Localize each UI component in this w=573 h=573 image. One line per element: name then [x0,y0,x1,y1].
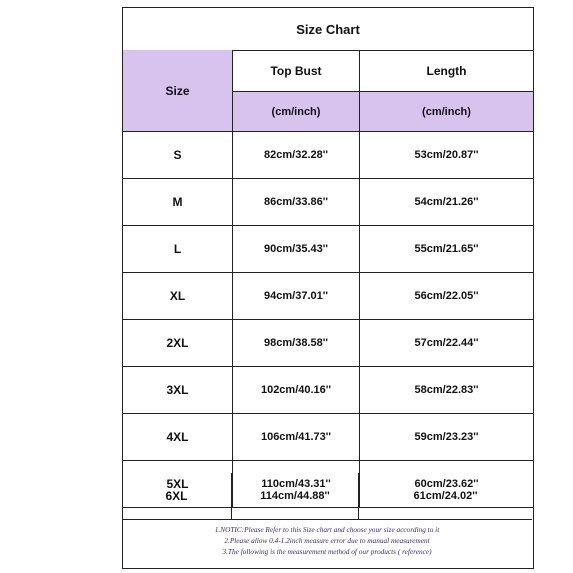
length-cell: 60cm/23.62'' [414,478,479,490]
size-cell: L [123,226,233,272]
table-row [123,320,533,367]
table-row [123,132,533,179]
note-line: 1.NOTIC:Please Refer to this Size chart and choose your size according to it [214,525,440,534]
bust-cell: 114cm/44.88'' [232,473,359,519]
table-row [123,414,533,461]
length-cell: 56cm/22.05'' [414,290,479,302]
note-line: 3.The following is the measurement method of our products ( reference) [222,547,432,556]
table-row [123,461,533,508]
length-cell: 58cm/22.83'' [414,384,479,396]
bust-cell: 86cm/33.86'' [233,179,360,225]
size-cell: XL [123,273,233,319]
chart-title: Size Chart [123,8,533,51]
bust-cell: 98cm/38.58'' [233,320,360,366]
table-row [123,179,533,226]
length-cell: 53cm/20.87'' [414,149,479,161]
top-bust-unit-header: (cm/inch) [233,92,360,132]
length-column-header: Length [360,50,533,92]
size-cell: 4XL [123,414,233,460]
table-row [123,367,533,414]
table-row [123,273,533,320]
size-cell: 6XL [122,473,232,519]
size-cell: 5XL [123,461,233,507]
bust-cell: 90cm/35.43'' [233,226,360,272]
length-cell: 59cm/23.23'' [414,431,479,443]
bust-cell: 94cm/37.01'' [233,273,360,319]
top-bust-column-header: Top Bust [233,50,360,92]
bust-cell: 110cm/43.31'' [233,461,360,507]
length-cell: 61cm/24.02'' [413,490,478,502]
length-cell: 57cm/22.44'' [414,337,479,349]
size-cell: 2XL [123,320,233,366]
size-cell: 3XL [123,367,233,413]
bust-cell: 102cm/40.16'' [233,367,360,413]
note-line: 2.Please allow 0.4-1.2inch measure error due to manual measurement [224,536,430,545]
size-cell: M [123,179,233,225]
table-row [123,226,533,273]
bust-cell: 82cm/32.28'' [233,132,360,178]
size-cell: S [123,132,233,178]
length-cell: 54cm/21.26'' [414,196,479,208]
length-cell: 55cm/21.65'' [414,243,479,255]
size-chart-table [122,7,534,569]
size-column-header: Size [123,50,233,132]
length-unit-header: (cm/inch) [360,92,533,132]
bust-cell: 106cm/41.73'' [233,414,360,460]
